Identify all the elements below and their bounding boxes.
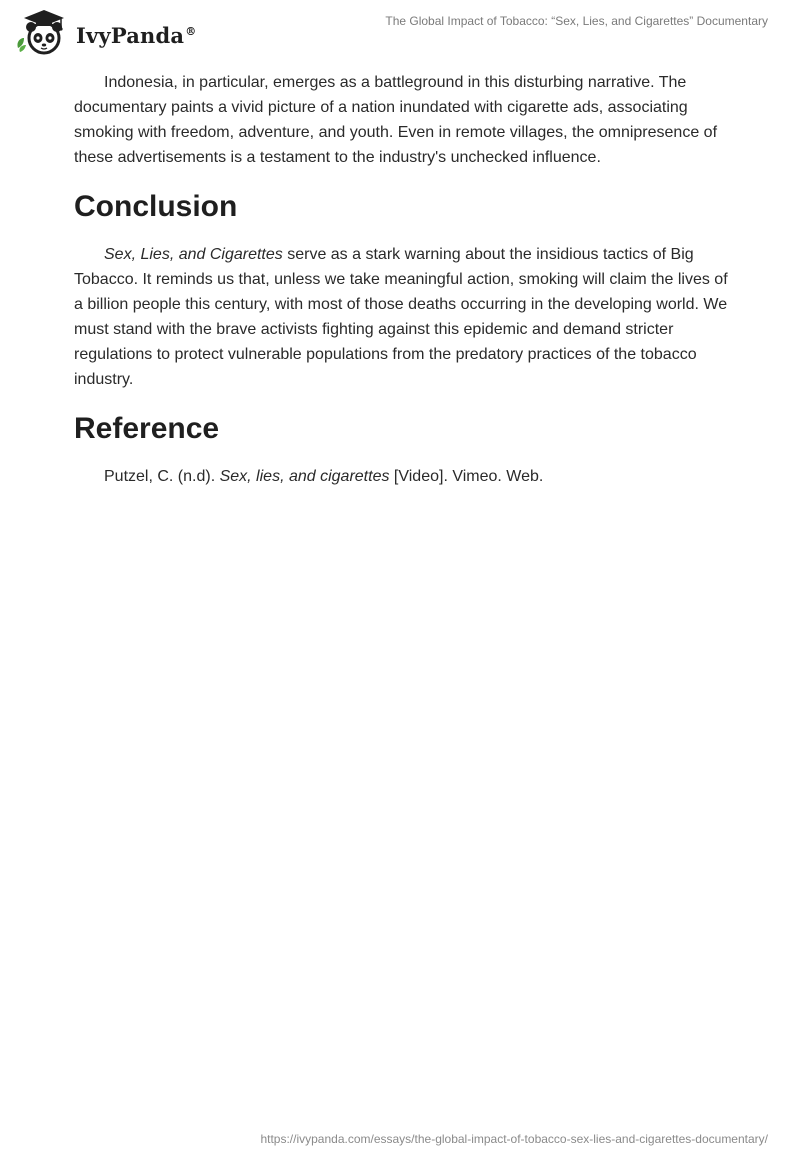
source-url[interactable]: https://ivypanda.com/essays/the-global-impact-of-tobacco-sex-lies-and-cigarettes-documentary/	[260, 1132, 768, 1146]
registered-mark: ®	[185, 24, 197, 38]
brand-logo[interactable]	[14, 8, 196, 56]
essay-content	[74, 70, 734, 489]
reference-title: Sex, lies, and cigarettes	[219, 468, 390, 485]
conclusion-film-title: Sex, Lies, and Cigarettes	[104, 246, 283, 263]
reference-entry	[74, 464, 734, 489]
conclusion-paragraph	[74, 242, 734, 392]
reference-heading: Reference	[74, 412, 220, 445]
panda-graduation-cap-icon	[14, 8, 70, 56]
page-header	[0, 0, 800, 62]
conclusion-heading: Conclusion	[74, 190, 238, 223]
reference-prefix: Putzel, C. (n.d).	[104, 468, 220, 485]
brand-name: IvyPanda®	[76, 22, 197, 48]
reference-suffix: [Video]. Vimeo. Web.	[389, 468, 544, 485]
document-title: The Global Impact of Tobacco: “Sex, Lies, and Cigarettes” Documentary	[385, 14, 768, 28]
conclusion-text: serve as a stark warning about the insidious tactics of Big Tobacco. It reminds us that, unless we take meaningful action, smoking will claim the lives of a billion people this century, with most of those deaths occurring in the developing world. We must stand with the brave activists fighting against this epidemic and demand stricter regulations to protect vulnerable populations from the predatory practices of the tobacco industry.	[74, 246, 728, 388]
intro-paragraph: Indonesia, in particular, emerges as a battleground in this disturbing narrative. The documentary paints a vivid picture of a nation inundated with cigarette ads, associating smoking with freedom, adventure, and youth. Even in remote villages, the omnipresence of these advertisements is a testament to the industry's unchecked influence.	[74, 74, 718, 166]
